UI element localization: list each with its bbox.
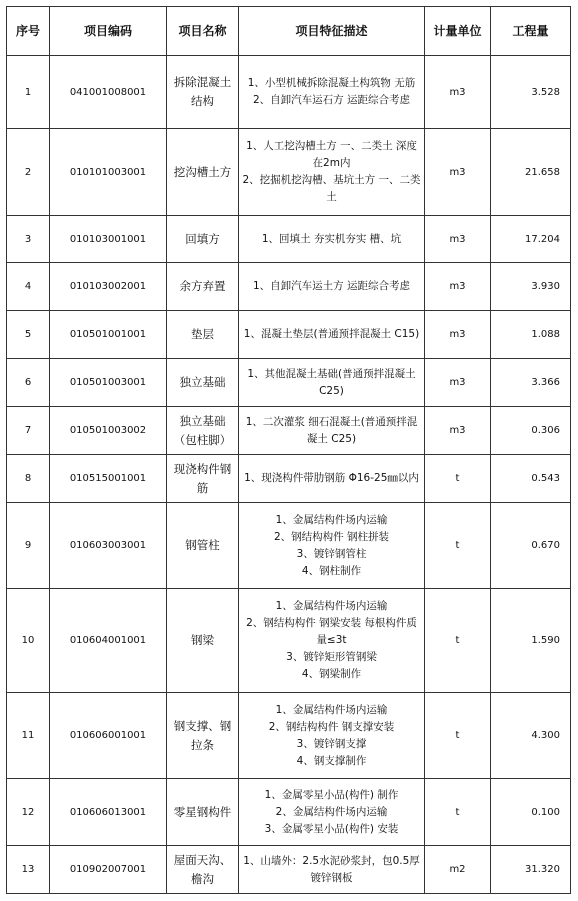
row-qty-cell: 3.528 <box>491 56 571 129</box>
desc-line: 1、现浇构件带肋钢筋 Φ16-25㎜以内 <box>244 472 419 484</box>
row-seq-cell: 7 <box>7 407 50 455</box>
table-row <box>7 263 571 311</box>
row-code-cell: 041001008001 <box>50 56 167 129</box>
header-desc: 项目特征描述 <box>239 7 425 56</box>
table-row <box>7 216 571 263</box>
row-qty-cell: 1.590 <box>491 589 571 693</box>
row-seq-cell: 11 <box>7 693 50 779</box>
row-unit-cell: t <box>425 779 491 846</box>
header-name: 项目名称 <box>167 7 239 56</box>
row-code-cell: 010103001001 <box>50 216 167 263</box>
header-seq: 序号 <box>7 7 50 56</box>
desc-line: 1、山墙外：2.5水泥砂浆封，包0.5厚镀锌钢板 <box>243 854 420 884</box>
row-seq-cell: 6 <box>7 359 50 407</box>
row-code-cell: 010101003001 <box>50 129 167 216</box>
row-qty-cell: 4.300 <box>491 693 571 779</box>
row-qty-cell: 0.306 <box>491 407 571 455</box>
row-code-cell: 010515001001 <box>50 455 167 503</box>
row-name-cell: 独立基础（包柱脚） <box>167 407 239 455</box>
desc-line: 2、钢结构构件 钢支撑安装 <box>268 720 395 733</box>
header-code: 项目编码 <box>50 7 167 56</box>
header-qty: 工程量 <box>491 7 571 56</box>
desc-line: 2、钢结构构件 钢梁安装 每根构件质量≤3t <box>246 617 417 646</box>
desc-line: 1、其他混凝土基础(普通预拌混凝土 C25) <box>247 367 416 397</box>
row-qty-cell: 21.658 <box>491 129 571 216</box>
row-desc-cell <box>239 216 425 263</box>
row-code-cell: 010501003002 <box>50 407 167 455</box>
row-name-cell: 零星钢构件 <box>167 779 239 846</box>
table-row <box>7 56 571 129</box>
row-name-cell: 垫层 <box>167 311 239 359</box>
row-qty-cell: 17.204 <box>491 216 571 263</box>
row-desc-cell <box>239 503 425 589</box>
row-unit-cell: m3 <box>425 407 491 455</box>
desc-line: 1、金属结构件场内运输 <box>275 703 388 716</box>
row-seq-cell: 13 <box>7 846 50 894</box>
row-desc-cell <box>239 56 425 129</box>
row-qty-cell: 0.100 <box>491 779 571 846</box>
row-unit-cell: m3 <box>425 311 491 359</box>
row-qty-cell: 3.366 <box>491 359 571 407</box>
row-seq-cell: 12 <box>7 779 50 846</box>
row-name-cell: 余方弃置 <box>167 263 239 311</box>
row-unit-cell: t <box>425 693 491 779</box>
row-desc-cell <box>239 263 425 311</box>
row-unit-cell: m3 <box>425 359 491 407</box>
row-seq-cell: 8 <box>7 455 50 503</box>
row-name-cell: 钢支撑、钢拉条 <box>167 693 239 779</box>
desc-line: 1、二次灌浆 细石混凝土(普通预拌混凝土 C25) <box>245 415 418 445</box>
row-code-cell: 010902007001 <box>50 846 167 894</box>
desc-line: 1、小型机械拆除混凝土构筑物 无筋 <box>247 77 416 89</box>
row-name-cell: 钢梁 <box>167 589 239 693</box>
row-desc-cell <box>239 846 425 894</box>
row-code-cell: 010603003001 <box>50 503 167 589</box>
row-unit-cell: t <box>425 455 491 503</box>
desc-line: 4、钢支撑制作 <box>296 754 367 767</box>
desc-line: 3、镀锌钢管柱 <box>296 547 367 560</box>
table-row <box>7 407 571 455</box>
desc-line: 2、自卸汽车运石方 运距综合考虑 <box>252 94 411 106</box>
desc-line: 4、钢柱制作 <box>301 564 362 577</box>
row-qty-cell: 3.930 <box>491 263 571 311</box>
row-desc-cell <box>239 693 425 779</box>
row-qty-cell: 0.543 <box>491 455 571 503</box>
bill-of-quantities-table <box>6 6 571 894</box>
desc-line: 1、金属结构件场内运输 <box>275 600 388 612</box>
row-qty-cell: 31.320 <box>491 846 571 894</box>
table-row <box>7 846 571 894</box>
row-seq-cell: 3 <box>7 216 50 263</box>
row-desc-cell <box>239 455 425 503</box>
row-name-cell: 现浇构件钢筋 <box>167 455 239 503</box>
desc-line: 3、金属零星小品(构件) 安装 <box>264 822 399 835</box>
desc-line: 4、钢梁制作 <box>301 668 362 680</box>
desc-line: 2、挖掘机挖沟槽、基坑土方 一、二类土 <box>242 174 421 203</box>
row-code-cell: 010606001001 <box>50 693 167 779</box>
desc-line: 3、镀锌矩形管钢梁 <box>286 651 377 663</box>
row-code-cell: 010501003001 <box>50 359 167 407</box>
header-row <box>7 7 571 56</box>
row-code-cell: 010604001001 <box>50 589 167 693</box>
table-row <box>7 779 571 846</box>
row-unit-cell: t <box>425 589 491 693</box>
row-name-cell: 屋面天沟、檐沟 <box>167 846 239 894</box>
table-row <box>7 129 571 216</box>
row-seq-cell: 5 <box>7 311 50 359</box>
row-qty-cell: 0.670 <box>491 503 571 589</box>
row-name-cell: 拆除混凝土结构 <box>167 56 239 129</box>
row-qty-cell: 1.088 <box>491 311 571 359</box>
desc-line: 3、镀锌钢支撑 <box>296 737 367 750</box>
row-name-cell: 独立基础 <box>167 359 239 407</box>
row-name-cell: 回填方 <box>167 216 239 263</box>
row-unit-cell: m3 <box>425 56 491 129</box>
desc-line: 1、混凝土垫层(普通预拌混凝土 C15) <box>243 328 420 340</box>
row-desc-cell <box>239 129 425 216</box>
row-seq-cell: 9 <box>7 503 50 589</box>
table-row <box>7 311 571 359</box>
row-desc-cell <box>239 311 425 359</box>
table-row <box>7 503 571 589</box>
table-row <box>7 589 571 693</box>
header-unit: 计量单位 <box>425 7 491 56</box>
row-seq-cell: 2 <box>7 129 50 216</box>
row-seq-cell: 4 <box>7 263 50 311</box>
table-row <box>7 359 571 407</box>
row-seq-cell: 1 <box>7 56 50 129</box>
row-code-cell: 010501001001 <box>50 311 167 359</box>
desc-line: 2、钢结构构件 钢柱拼装 <box>273 530 390 543</box>
row-unit-cell: t <box>425 503 491 589</box>
row-name-cell: 挖沟槽土方 <box>167 129 239 216</box>
row-seq-cell: 10 <box>7 589 50 693</box>
row-unit-cell: m3 <box>425 263 491 311</box>
row-name-cell: 钢管柱 <box>167 503 239 589</box>
row-unit-cell: m3 <box>425 129 491 216</box>
desc-line: 1、回填土 夯实机夯实 槽、坑 <box>261 232 402 245</box>
row-unit-cell: m2 <box>425 846 491 894</box>
row-desc-cell <box>239 359 425 407</box>
row-desc-cell <box>239 407 425 455</box>
row-code-cell: 010103002001 <box>50 263 167 311</box>
row-desc-cell <box>239 589 425 693</box>
desc-line: 2、金属结构件场内运输 <box>275 805 388 818</box>
table-row <box>7 455 571 503</box>
desc-line: 1、金属零星小品(构件) 制作 <box>264 788 399 801</box>
row-unit-cell: m3 <box>425 216 491 263</box>
table-row <box>7 693 571 779</box>
row-desc-cell <box>239 779 425 846</box>
desc-line: 1、金属结构件场内运输 <box>275 513 388 526</box>
desc-line: 1、人工挖沟槽土方 一、二类土 深度在2m内 <box>246 140 417 169</box>
desc-line: 1、自卸汽车运土方 运距综合考虑 <box>252 280 411 292</box>
row-code-cell: 010606013001 <box>50 779 167 846</box>
